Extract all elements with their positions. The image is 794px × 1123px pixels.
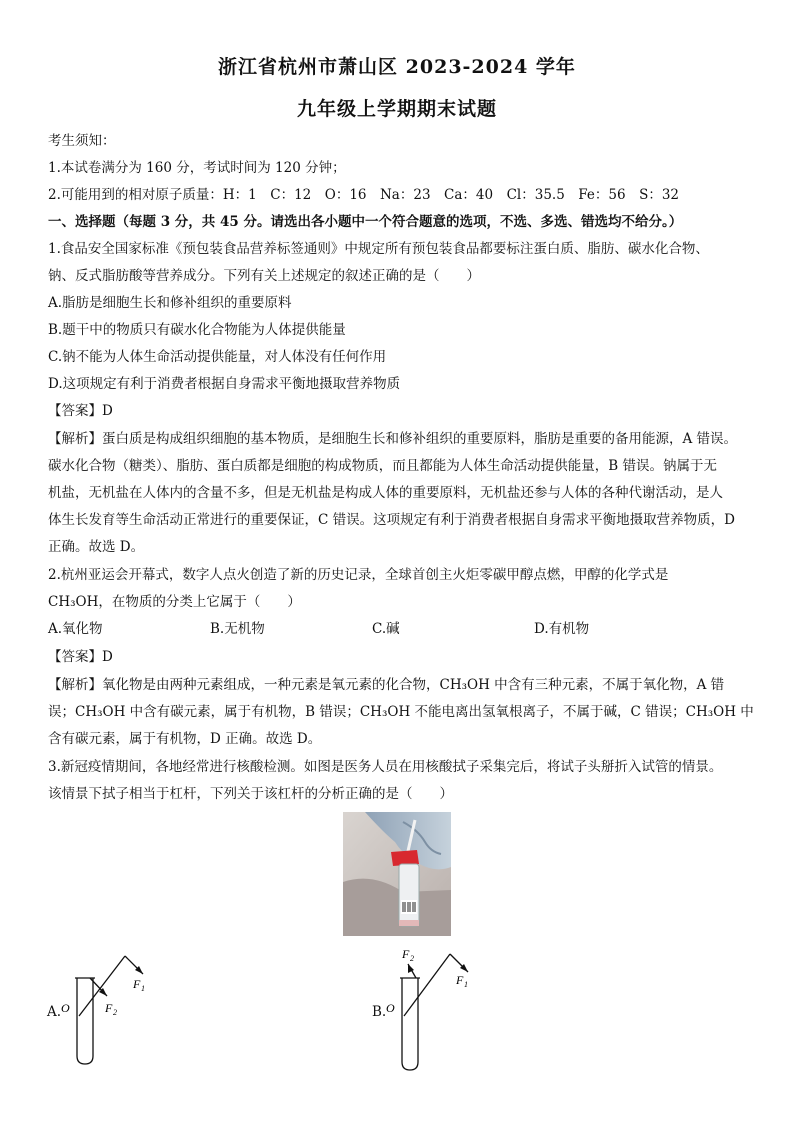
- q2-answer: 【答案】D: [48, 649, 113, 665]
- notice-item-1: 1.本试卷满分为 160 分，考试时间为 120 分钟；: [48, 160, 346, 176]
- fig-b-f1-label: F: [456, 973, 464, 987]
- fig-a-f1-label: F: [133, 977, 141, 991]
- q2-analysis-line2: 误；CH₃OH 中含有碳元素，属于有机物，B 错误；CH₃OH 不能电离出氢氧根离子，不属于碱，C 错误；CH₃OH 中: [48, 704, 754, 720]
- q1-analysis-line3: 机盐，无机盐在人体内的含量不多，但是无机盐是构成人体的重要原料，无机盐还参与人体的各种代谢活动，是人: [48, 485, 723, 501]
- q1-option-b: B.题干中的物质只有碳水化合物能为人体提供能量: [48, 322, 346, 338]
- q1-option-d: D.这项规定有利于消费者根据自身需求平衡地摄取营养物质: [48, 376, 401, 392]
- q1-analysis-line1: 【解析】蛋白质是构成组织细胞的基本物质，是细胞生长和修补组织的重要原料，脂肪是重要的备用能源，A 错误。: [48, 431, 738, 447]
- q2-option-b: B.无机物: [210, 621, 265, 637]
- q1-analysis-line2: 碳水化合物（糖类）、脂肪、蛋白质都是细胞的构成物质，而且都能为人体生命活动提供能量，B 错误。钠属于无: [48, 458, 717, 474]
- q2-option-a: A.氧化物: [48, 621, 103, 637]
- q1-option-c: C.钠不能为人体生命活动提供能量，对人体没有任何作用: [48, 349, 387, 365]
- q1-stem-line2: 钠、反式脂肪酸等营养成分。下列有关上述规定的叙述正确的是（ ）: [48, 268, 480, 284]
- q2-option-c: C.碱: [372, 621, 400, 637]
- q3-stem-line1: 3.新冠疫情期间，各地经常进行核酸检测。如图是医务人员在用核酸拭子采集完后，将试子头掰折入试管的情景。: [48, 759, 723, 775]
- fig-b-f2-label: F: [402, 947, 410, 961]
- q2-stem-line2: CH₃OH，在物质的分类上它属于（ ）: [48, 594, 301, 610]
- q3-option-b-label: B.: [372, 1004, 387, 1020]
- section-1-heading: 一、选择题（每题 3 分，共 45 分。请选出各小题中一个符合题意的选项，不选、多选、错选均不给分。）: [48, 214, 683, 230]
- q3-stem-line2: 该情景下拭子相当于杠杆，下列关于该杠杆的分析正确的是（ ）: [48, 786, 453, 802]
- fig-b-f2-sub: 2: [410, 954, 414, 963]
- q3-option-a-label: A.: [47, 1004, 62, 1020]
- swab-tube-photo: [343, 812, 451, 936]
- q1-option-a: A.脂肪是细胞生长和修补组织的重要原料: [48, 295, 292, 311]
- q1-analysis-line5: 正确。故选 D。: [48, 539, 145, 555]
- q1-analysis-line4: 体生长发育等生命活动正常进行的重要保证，C 错误。这项规定有利于消费者根据自身需求平衡地摄取营养物质，D: [48, 512, 735, 528]
- fig-a-f2-label: F: [105, 1001, 113, 1015]
- q3-option-b-diagram: [380, 946, 490, 1080]
- fig-a-f1-sub: 1: [141, 984, 145, 993]
- fig-a-pivot-o: O: [61, 1001, 70, 1015]
- q2-analysis-line1: 【解析】氧化物是由两种元素组成，一种元素是氧元素的化合物，CH₃OH 中含有三种元素，不属于氧化物，A 错: [48, 677, 725, 693]
- q1-stem-line1: 1.食品安全国家标准《预包装食品营养标签通则》中规定所有预包装食品都要标注蛋白质、脂肪、碳水化合物、: [48, 241, 709, 257]
- q2-stem-line1: 2.杭州亚运会开幕式，数字人点火创造了新的历史记录，全球首创主火炬零碳甲醇点燃，甲醇的化学式是: [48, 567, 669, 583]
- q2-option-d: D.有机物: [534, 621, 590, 637]
- notice-heading: 考生须知：: [48, 133, 116, 149]
- fig-b-f1-sub: 1: [464, 980, 468, 989]
- q2-analysis-line3: 含有碳元素，属于有机物，D 正确。故选 D。: [48, 731, 322, 747]
- fig-a-f2-sub: 2: [113, 1008, 117, 1017]
- q3-option-a-diagram: [55, 948, 165, 1072]
- notice-item-2: 2.可能用到的相对原子质量：H：1 C：12 O：16 Na：23 Ca：40 Cl：35.5 Fe：56 S：32: [48, 187, 680, 203]
- exam-title-line1: 浙江省杭州市萧山区 2023-2024 学年: [218, 56, 576, 78]
- q1-answer: 【答案】D: [48, 403, 113, 419]
- exam-title-line2: 九年级上学期期末试题: [296, 98, 497, 120]
- fig-b-pivot-o: O: [386, 1001, 395, 1015]
